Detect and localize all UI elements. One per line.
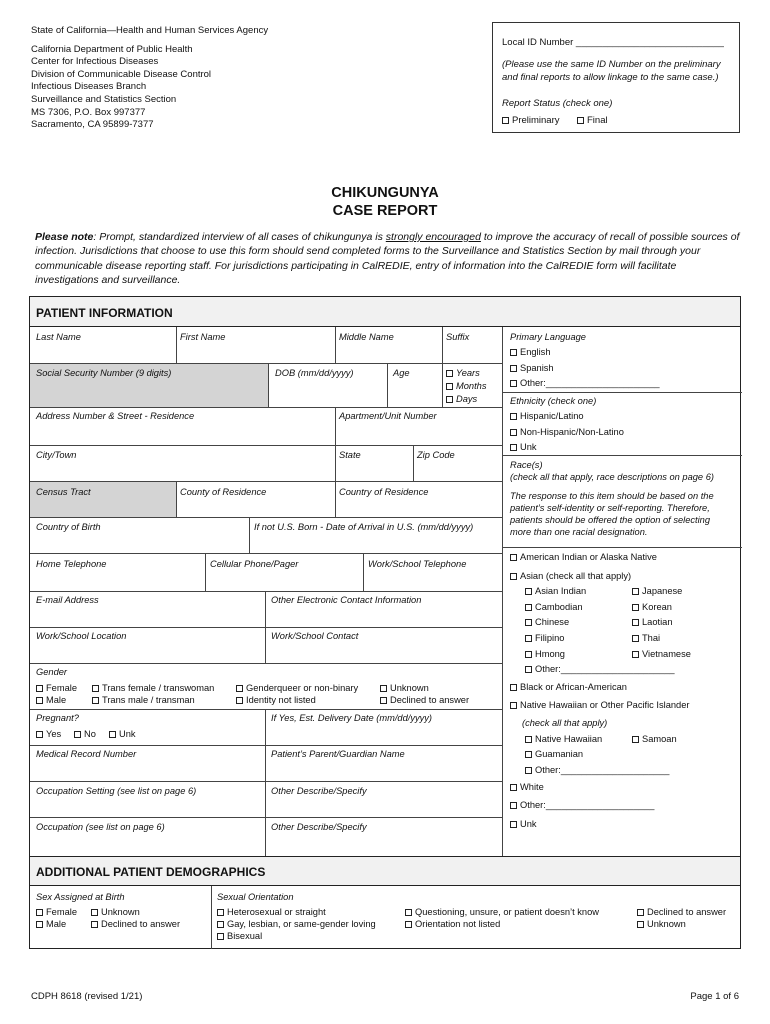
checkbox-icon[interactable]	[510, 702, 517, 709]
checkbox-icon[interactable]	[36, 731, 43, 738]
checkbox-icon[interactable]	[637, 909, 644, 916]
white-checkbox[interactable]	[510, 782, 544, 792]
medical-record-field[interactable]: Medical Record Number	[36, 749, 137, 759]
race-label: Race(s)	[510, 460, 543, 470]
sexual-orientation-label: Sexual Orientation	[217, 892, 294, 902]
arrival-date-field[interactable]: If not U.S. Born - Date of Arrival in U.S. (mm/dd/yyyy)	[254, 522, 474, 532]
checkbox-icon[interactable]	[577, 117, 584, 124]
cellular-phone-field[interactable]: Cellular Phone/Pager	[210, 559, 299, 569]
other-contact-field[interactable]: Other Electronic Contact Information	[271, 595, 422, 605]
primary-language-label: Primary Language	[510, 332, 586, 342]
checkbox-icon[interactable]	[525, 604, 532, 611]
option-label: Korean	[642, 602, 672, 612]
guardian-name-field[interactable]: Patient’s Parent/Guardian Name	[271, 749, 405, 759]
option-label: Identity not listed	[246, 695, 316, 705]
checkbox-icon[interactable]	[510, 554, 517, 561]
option-label: Unknown	[101, 907, 140, 917]
option-label: Declined to answer	[647, 907, 727, 917]
american-indian-checkbox[interactable]	[510, 552, 657, 562]
checkbox-icon[interactable]	[632, 635, 639, 642]
other-specify-field[interactable]: Other Describe/Specify	[271, 786, 367, 796]
checkbox-icon[interactable]	[525, 736, 532, 743]
gender-declined-checkbox[interactable]	[380, 695, 469, 705]
sex-declined-checkbox[interactable]	[91, 919, 180, 929]
agency-line: California Department of Public Health	[31, 43, 193, 55]
page-number: Page 1 of 6	[690, 991, 739, 1002]
option-label: Filipino	[535, 633, 565, 643]
option-label: Unk	[520, 819, 537, 829]
orientation-bisexual-checkbox[interactable]	[217, 931, 262, 941]
checkbox-icon[interactable]	[502, 117, 509, 124]
hispanic-checkbox[interactable]	[510, 411, 584, 421]
checkbox-icon[interactable]	[446, 370, 453, 377]
korean-checkbox[interactable]	[632, 602, 672, 612]
option-label: Trans female / transwoman	[102, 683, 215, 693]
suffix-field[interactable]: Suffix	[446, 332, 470, 342]
samoan-checkbox[interactable]	[632, 734, 677, 744]
agency-line: Surveillance and Statistics Section	[31, 93, 177, 105]
checkbox-icon[interactable]	[510, 365, 517, 372]
checkbox-icon[interactable]	[510, 429, 517, 436]
option-label: Other:_____________________	[535, 765, 670, 775]
checkbox-icon[interactable]	[380, 697, 387, 704]
checkbox-icon[interactable]	[92, 685, 99, 692]
option-label: Asian (check all that apply)	[520, 571, 632, 581]
orientation-unknown-checkbox[interactable]	[637, 919, 686, 929]
agency-line: Infectious Diseases Branch	[31, 81, 147, 93]
id-note-line: (Please use the same ID Number on the preliminary	[502, 59, 721, 70]
race-description-line: patients should be offered the option of selecting	[510, 515, 711, 525]
country-residence-field[interactable]: Country of Residence	[339, 487, 429, 497]
checkbox-icon[interactable]	[510, 802, 517, 809]
local-id-field[interactable]: Local ID Number ____________________________	[502, 37, 724, 48]
filipino-checkbox[interactable]	[525, 633, 564, 643]
gender-male-checkbox[interactable]	[36, 695, 66, 705]
option-label: Unknown	[390, 683, 429, 693]
patient-information-section	[29, 296, 741, 858]
middle-name-field[interactable]: Middle Name	[339, 332, 394, 342]
final-label: Final	[587, 115, 608, 126]
option-label: Cambodian	[535, 602, 583, 612]
checkbox-icon[interactable]	[405, 921, 412, 928]
option-label: Laotian	[642, 617, 673, 627]
option-label: American Indian or Alaska Native	[520, 552, 657, 562]
option-label: Trans male / transman	[102, 695, 195, 705]
form-title	[0, 184, 770, 220]
pregnant-label: Pregnant?	[36, 713, 79, 723]
apartment-field[interactable]: Apartment/Unit Number	[339, 411, 437, 421]
report-status-label: Report Status (check one)	[502, 98, 613, 109]
checkbox-icon[interactable]	[236, 685, 243, 692]
city-field[interactable]: City/Town	[36, 450, 77, 460]
option-label: Unk	[119, 729, 136, 739]
last-name-field[interactable]: Last Name	[36, 332, 81, 342]
pregnant-unk-checkbox[interactable]	[109, 729, 136, 739]
option-label: English	[520, 347, 551, 357]
gender-label: Gender	[36, 667, 68, 677]
option-label: White	[520, 782, 544, 792]
gender-identity-checkbox[interactable]	[236, 695, 316, 705]
checkbox-icon[interactable]	[236, 697, 243, 704]
work-contact-field[interactable]: Work/School Contact	[271, 631, 359, 641]
checkbox-icon[interactable]	[36, 685, 43, 692]
form-id: CDPH 8618 (revised 1/21)	[31, 991, 143, 1002]
option-label: Japanese	[642, 586, 683, 596]
checkbox-icon[interactable]	[525, 635, 532, 642]
months-label: Months	[456, 381, 487, 391]
preliminary-label: Preliminary	[512, 115, 560, 126]
option-label: Native Hawaiian	[535, 734, 603, 744]
days-checkbox[interactable]	[446, 394, 477, 404]
sex-male-checkbox[interactable]	[36, 919, 66, 929]
ssn-field[interactable]: Social Security Number (9 digits)	[36, 368, 172, 378]
checkbox-icon[interactable]	[510, 444, 517, 451]
native-hawaiian-checkbox[interactable]	[525, 734, 602, 744]
checkbox-icon[interactable]	[510, 413, 517, 420]
checkbox-icon[interactable]	[525, 588, 532, 595]
black-checkbox[interactable]	[510, 682, 627, 692]
thai-checkbox[interactable]	[632, 633, 660, 643]
race-unk-checkbox[interactable]	[510, 819, 537, 829]
section-heading: ADDITIONAL PATIENT DEMOGRAPHICS	[30, 857, 740, 886]
option-label: Unk	[520, 442, 537, 452]
option-label: Non-Hispanic/Non-Latino	[520, 427, 624, 437]
option-label: Gay, lesbian, or same-gender loving	[227, 919, 376, 929]
race-description-line: more than one racial designation.	[510, 527, 648, 537]
checkbox-icon[interactable]	[632, 619, 639, 626]
pregnant-no-checkbox[interactable]	[74, 729, 96, 739]
checkbox-icon[interactable]	[446, 383, 453, 390]
option-label: Guamanian	[535, 749, 584, 759]
option-label: Asian Indian	[535, 586, 587, 596]
spanish-checkbox[interactable]	[510, 363, 554, 373]
sex-at-birth-label: Sex Assigned at Birth	[36, 892, 125, 902]
occupation-field[interactable]: Occupation (see list on page 6)	[36, 822, 165, 832]
dob-field[interactable]: DOB (mm/dd/yyyy)	[275, 368, 354, 378]
zip-field[interactable]: Zip Code	[417, 450, 455, 460]
note-text: : Prompt, standardized interview of all cases of chikungunya is	[93, 231, 386, 243]
local-id-box	[492, 22, 740, 133]
years-checkbox[interactable]	[446, 368, 480, 378]
occupation-setting-field[interactable]: Occupation Setting (see list on page 6)	[36, 786, 197, 796]
checkbox-icon[interactable]	[405, 909, 412, 916]
orientation-notlisted-checkbox[interactable]	[405, 919, 500, 929]
note-emphasis: strongly encouraged	[385, 231, 481, 243]
checkbox-icon[interactable]	[510, 380, 517, 387]
option-label: Yes	[46, 729, 62, 739]
agency-address	[31, 25, 331, 132]
sex-unknown-checkbox[interactable]	[91, 907, 140, 917]
other-specify-field[interactable]: Other Describe/Specify	[271, 822, 367, 832]
work-telephone-field[interactable]: Work/School Telephone	[368, 559, 467, 569]
option-label: Vietnamese	[642, 649, 691, 659]
option-label: Declined to answer	[390, 695, 470, 705]
japanese-checkbox[interactable]	[632, 586, 682, 596]
option-label: Questioning, unsure, or patient doesn’t know	[415, 907, 599, 917]
race-other-checkbox[interactable]	[510, 800, 654, 810]
pregnant-yes-checkbox[interactable]	[36, 729, 61, 739]
option-label: Other:______________________	[520, 378, 660, 388]
title-line: CHIKUNGUNYA	[331, 185, 439, 201]
option-label: Chinese	[535, 617, 570, 627]
checkbox-icon[interactable]	[510, 684, 517, 691]
vietnamese-checkbox[interactable]	[632, 649, 691, 659]
gender-genderqueer-checkbox[interactable]	[236, 683, 358, 693]
gender-transmale-checkbox[interactable]	[92, 695, 195, 705]
option-label: Heterosexual or straight	[227, 907, 326, 917]
county-field[interactable]: County of Residence	[180, 487, 267, 497]
checkbox-icon[interactable]	[91, 921, 98, 928]
id-note-line: and final reports to allow linkage to the same case.)	[502, 72, 719, 83]
agency-line: Sacramento, CA 95899-7377	[31, 119, 154, 131]
days-label: Days	[456, 394, 478, 404]
delivery-date-field[interactable]: If Yes, Est. Delivery Date (mm/dd/yyyy)	[271, 713, 433, 723]
option-label: Hmong	[535, 649, 565, 659]
years-label: Years	[456, 368, 480, 378]
language-other-checkbox[interactable]	[510, 378, 660, 388]
orientation-gay-checkbox[interactable]	[217, 919, 376, 929]
address-field[interactable]: Address Number & Street - Residence	[36, 411, 195, 421]
checkbox-icon[interactable]	[525, 666, 532, 673]
orientation-hetero-checkbox[interactable]	[217, 907, 326, 917]
additional-demographics-section	[29, 856, 741, 949]
please-note	[35, 230, 740, 287]
note-text: to improve the accuracy of recall of possible sources of infection. Jurisdictions that choose to use this form should send completed forms to the Surveillance and Statistics Section by mail through your communicable disease reporting staff. For jurisdictions participating in CalREDIE, entry of information into the CalREDIE form will facilitate investigations and surveillance.	[35, 231, 740, 286]
home-telephone-field[interactable]: Home Telephone	[36, 559, 107, 569]
gender-transfemale-checkbox[interactable]	[92, 683, 214, 693]
orientation-declined-checkbox[interactable]	[637, 907, 726, 917]
option-label: Other:______________________	[535, 664, 675, 674]
census-tract-field[interactable]: Census Tract	[36, 487, 91, 497]
checkbox-icon[interactable]	[510, 349, 517, 356]
option-label: Black or African-American	[520, 682, 627, 692]
checkbox-icon[interactable]	[632, 651, 639, 658]
checkbox-icon[interactable]	[91, 909, 98, 916]
checkbox-icon[interactable]	[510, 784, 517, 791]
agency-line: MS 7306, P.O. Box 997377	[31, 106, 146, 118]
country-birth-field[interactable]: Country of Birth	[36, 522, 101, 532]
ethnicity-label: Ethnicity (check one)	[510, 396, 597, 406]
checkbox-icon[interactable]	[525, 751, 532, 758]
option-label: Male	[46, 695, 67, 705]
first-name-field[interactable]: First Name	[180, 332, 226, 342]
option-label: Thai	[642, 633, 661, 643]
option-label: Other:_____________________	[520, 800, 655, 810]
checkbox-icon[interactable]	[637, 921, 644, 928]
option-label: Orientation not listed	[415, 919, 501, 929]
checkbox-icon[interactable]	[36, 909, 43, 916]
checkbox-icon[interactable]	[74, 731, 81, 738]
nonhispanic-checkbox[interactable]	[510, 427, 624, 437]
checkbox-icon[interactable]	[510, 821, 517, 828]
ethnicity-unk-checkbox[interactable]	[510, 442, 537, 452]
checkbox-icon[interactable]	[446, 396, 453, 403]
title-line: CASE REPORT	[332, 203, 438, 219]
checkbox-icon[interactable]	[217, 921, 224, 928]
option-label: No	[84, 729, 96, 739]
note-lead: Please note	[35, 231, 94, 243]
agency-line: Center for Infectious Diseases	[31, 56, 159, 68]
age-field[interactable]: Age	[393, 368, 410, 378]
months-checkbox[interactable]	[446, 381, 487, 391]
gender-female-checkbox[interactable]	[36, 683, 77, 693]
asian-indian-checkbox[interactable]	[525, 586, 586, 596]
preliminary-checkbox[interactable]	[502, 115, 560, 126]
checkbox-icon[interactable]	[217, 909, 224, 916]
email-field[interactable]: E-mail Address	[36, 595, 99, 605]
option-label: Bisexual	[227, 931, 263, 941]
checkbox-icon[interactable]	[510, 573, 517, 580]
checkbox-icon[interactable]	[525, 767, 532, 774]
checkbox-icon[interactable]	[36, 697, 43, 704]
race-description-line: The response to this item should be based on the	[510, 491, 714, 501]
checkbox-icon[interactable]	[217, 933, 224, 940]
sex-female-checkbox[interactable]	[36, 907, 77, 917]
option-label: Genderqueer or non-binary	[246, 683, 359, 693]
option-label: Unknown	[647, 919, 686, 929]
state-field[interactable]: State	[339, 450, 361, 460]
checkbox-icon[interactable]	[525, 619, 532, 626]
checkbox-icon[interactable]	[632, 588, 639, 595]
gender-unknown-checkbox[interactable]	[380, 683, 429, 693]
race-note: (check all that apply, race descriptions on page 6)	[510, 472, 714, 482]
agency-line: Division of Communicable Disease Control	[31, 68, 212, 80]
option-label: Native Hawaiian or Other Pacific Islander	[520, 700, 690, 710]
guamanian-checkbox[interactable]	[525, 749, 583, 759]
english-checkbox[interactable]	[510, 347, 551, 357]
option-label: Hispanic/Latino	[520, 411, 584, 421]
hmong-checkbox[interactable]	[525, 649, 565, 659]
checkbox-icon[interactable]	[109, 731, 116, 738]
orientation-questioning-checkbox[interactable]	[405, 907, 599, 917]
laotian-checkbox[interactable]	[632, 617, 673, 627]
section-heading: PATIENT INFORMATION	[30, 297, 740, 327]
nhpi-other-checkbox[interactable]	[525, 765, 669, 775]
chinese-checkbox[interactable]	[525, 617, 569, 627]
cambodian-checkbox[interactable]	[525, 602, 583, 612]
checkbox-icon[interactable]	[36, 921, 43, 928]
option-label: Female	[46, 683, 78, 693]
asian-other-checkbox[interactable]	[525, 664, 675, 674]
option-label: Samoan	[642, 734, 677, 744]
option-label: Female	[46, 907, 78, 917]
race-description-line: patient’s self-identity or self-reporting. Therefore,	[510, 503, 710, 513]
agency-line: State of California—Health and Human Services Agency	[31, 25, 269, 36]
option-label: Spanish	[520, 363, 554, 373]
work-location-field[interactable]: Work/School Location	[36, 631, 127, 641]
asian-checkbox[interactable]	[510, 571, 631, 581]
option-label: Declined to answer	[101, 919, 181, 929]
option-label: Male	[46, 919, 67, 929]
checkbox-icon[interactable]	[632, 604, 639, 611]
nhpi-checkbox[interactable]	[510, 700, 689, 710]
nhpi-note: (check all that apply)	[522, 718, 608, 728]
final-checkbox[interactable]	[577, 115, 608, 126]
checkbox-icon[interactable]	[92, 697, 99, 704]
checkbox-icon[interactable]	[632, 736, 639, 743]
checkbox-icon[interactable]	[525, 651, 532, 658]
checkbox-icon[interactable]	[380, 685, 387, 692]
